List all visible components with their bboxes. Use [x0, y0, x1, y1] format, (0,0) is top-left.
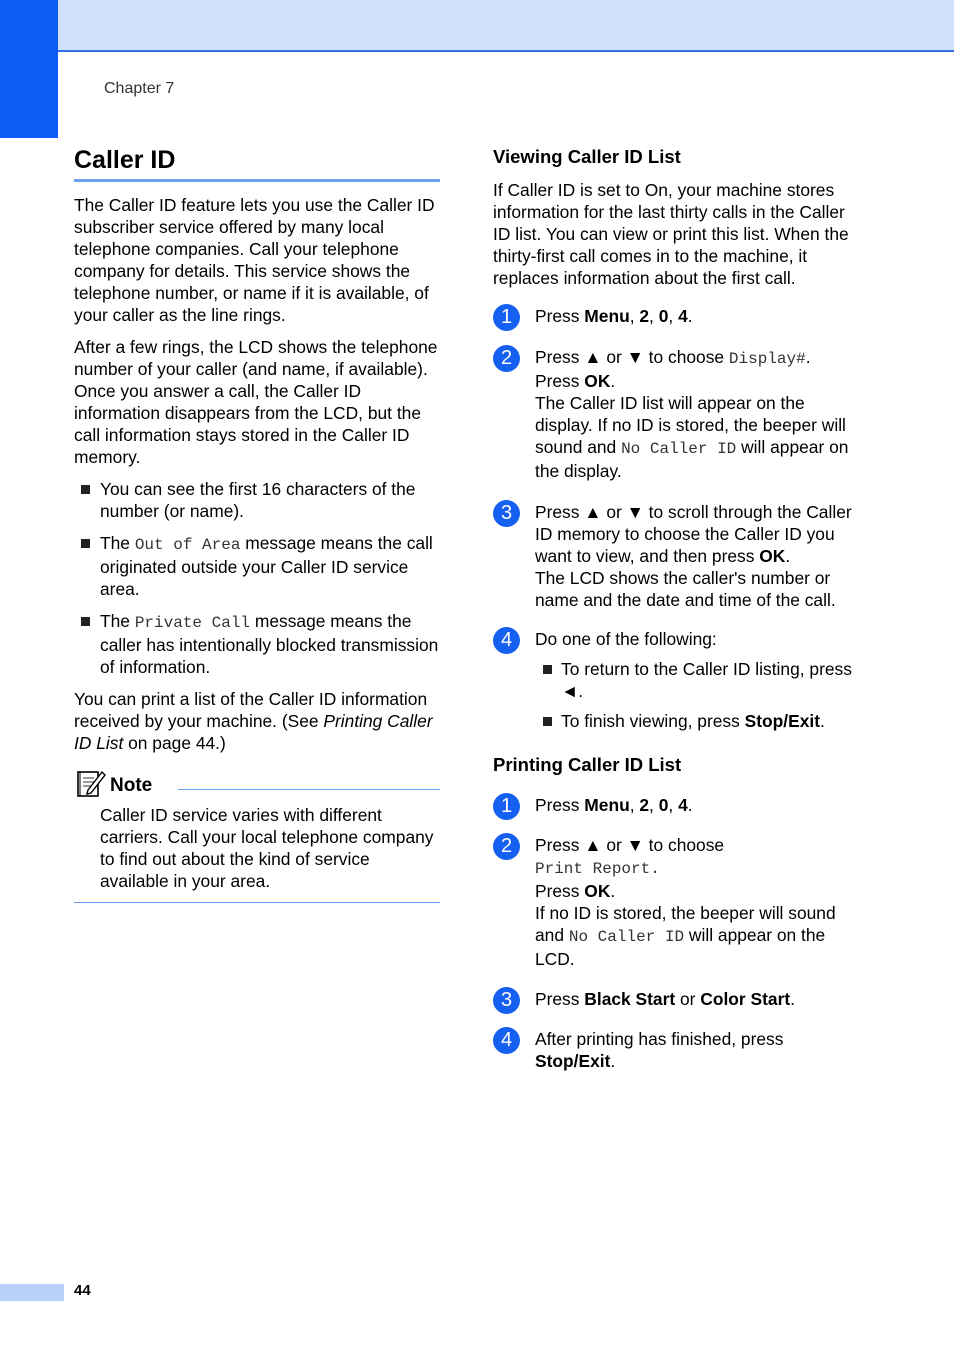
note-pencil-icon [76, 768, 106, 798]
info-bullets [74, 478, 440, 678]
step-number-badge: 3 [493, 987, 520, 1014]
note-divider [178, 789, 440, 790]
list-item: The Private Call message means the caller has intentionally blocked transmission of information. [74, 610, 440, 678]
section-title: Caller ID [74, 140, 440, 182]
step-3: 3 Press ▲ or ▼ to scroll through the Caller ID memory to choose the Caller ID you want to view, and then press OK. The LCD shows the caller's number or name and the date and time of the call. [493, 501, 861, 611]
list-item: To return to the Caller ID listing, press ◄. [535, 658, 861, 702]
printing-steps [493, 794, 861, 1072]
page-number: 44 [74, 1282, 91, 1299]
bullet-square-icon [543, 665, 552, 674]
step-number-badge: 2 [493, 833, 520, 860]
step-number-badge: 1 [493, 793, 520, 820]
note-text: Caller ID service varies with different carriers. Call your local telephone company to find out about the kind of service available in your area. [100, 805, 434, 891]
step-1: 1 Press Menu, 2, 0, 4. [493, 305, 861, 327]
note-header [74, 768, 440, 804]
step-3: 3 Press Black Start or Color Start. [493, 988, 861, 1010]
step-number-badge: 3 [493, 500, 520, 527]
bullet-square-icon [81, 617, 90, 626]
header-bar [0, 0, 954, 52]
step-number-badge: 4 [493, 627, 520, 654]
print-reference-paragraph: You can print a list of the Caller ID information received by your machine. (See Printing Caller ID List on page 44.) [74, 689, 433, 753]
chapter-label: Chapter 7 [104, 80, 175, 97]
note-label: Note [110, 775, 153, 796]
step-2: 2 Press ▲ or ▼ to choose Display#. Press OK. The Caller ID list will appear on the display. If no ID is stored, the beeper will sound and No Caller ID will appear on the display. [493, 346, 861, 482]
step-4: 4 After printing has finished, press Stop/Exit. [493, 1028, 861, 1072]
bullet-square-icon [81, 485, 90, 494]
left-column [74, 140, 440, 903]
list-item: You can see the first 16 characters of the number (or name). [74, 478, 440, 522]
bullet-square-icon [543, 717, 552, 726]
list-item: The Out of Area message means the call originated outside your Caller ID service area. [74, 532, 440, 600]
lcd-paragraph: After a few rings, the LCD shows the telephone number of your caller (and name, if available). Once you answer a call, the Caller ID information disappears from the LCD, but the call information stays stored in the Caller ID memory. [74, 337, 438, 467]
step-2: 2 Press ▲ or ▼ to choose Print Report. Press OK. If no ID is stored, the beeper will sound and No Caller ID will appear on the LCD. [493, 834, 861, 970]
cross-reference-link: Printing Caller ID List [74, 711, 433, 753]
step-number-badge: 1 [493, 304, 520, 331]
right-column [493, 146, 861, 1072]
bullet-square-icon [81, 539, 90, 548]
footer-tab [0, 1284, 64, 1301]
intro-paragraph: The Caller ID feature lets you use the Caller ID subscriber service offered by many local telephone companies. Call your telephone company for details. This service shows the telephone number, or name if it is available, of your caller as the line rings. [74, 195, 435, 325]
chapter-tab [0, 0, 58, 138]
note-end-divider [74, 902, 440, 903]
viewing-intro: If Caller ID is set to On, your machine stores information for the last thirty calls in the Caller ID list. You can view or print this list. When the thirty-first call comes in to the machine, it replaces information about the first call. [493, 180, 849, 288]
step-number-badge: 2 [493, 345, 520, 372]
list-item: To finish viewing, press Stop/Exit. [535, 710, 861, 732]
viewing-heading: Viewing Caller ID List [493, 146, 681, 167]
step-4: 4 Do one of the following: To return to the Caller ID listing, press ◄. To finish viewing, press Stop/Exit. [493, 628, 861, 732]
printing-heading: Printing Caller ID List [493, 754, 682, 775]
step-number-badge: 4 [493, 1027, 520, 1054]
viewing-steps [493, 305, 861, 732]
step-4-options [535, 658, 861, 732]
step-1: 1 Press Menu, 2, 0, 4. [493, 794, 861, 816]
